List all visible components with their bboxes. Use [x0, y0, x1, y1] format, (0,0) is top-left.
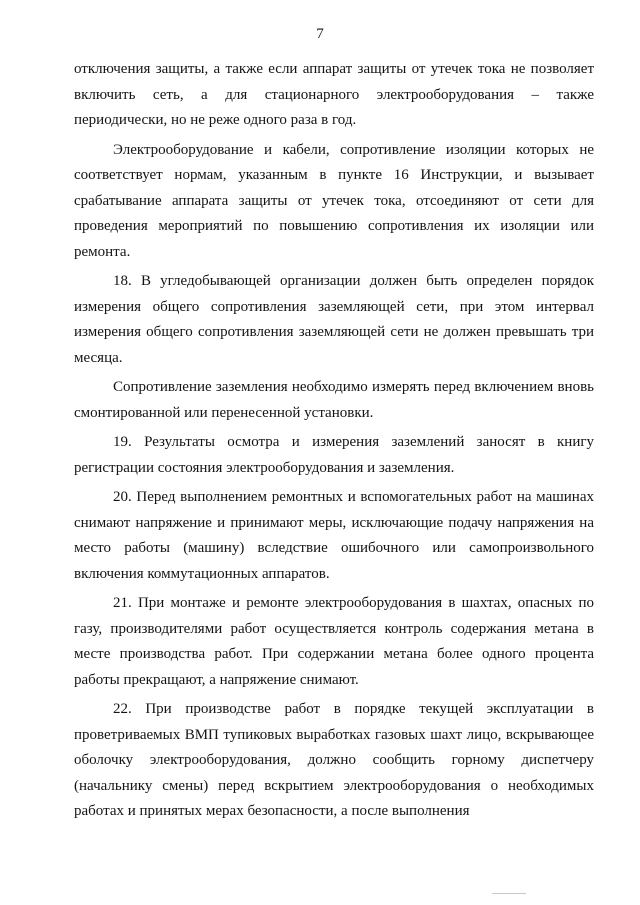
- paragraph-item-20: 20. Перед выполнением ремонтных и вспомогательных работ на машинах снимают напряжение и принимают меры, исключающие подачу напряжения на место работы (машину) вследствие ошибочного или самопроизвольного включения коммутационных аппаратов.: [74, 489, 594, 582]
- paragraph-item-22: 22. При производстве работ в порядке текущей эксплуатации в проветриваемых ВМП тупиковых выработках газовых шахт лицо, вскрывающее оболочку электрооборудования, должно сообщить горному диспетчеру (начальнику смены) перед вскрытием электрооборудования о необходимых работах и принятых мерах безопасности, а после выполнения: [74, 701, 594, 819]
- paragraph-item-21: 21. При монтаже и ремонте электрооборудования в шахтах, опасных по газу, производителями работ осуществляется контроль содержания метана в месте производства работ. При содержании метана более одного процента работы прекращают, а напряжение снимают.: [74, 595, 594, 688]
- page-number: 7: [316, 26, 324, 42]
- paragraph-item-19: 19. Результаты осмотра и измерения заземлений заносят в книгу регистрации состояния электрооборудования и заземления.: [74, 434, 594, 476]
- paragraph-continuation: отключения защиты, а также если аппарат защиты от утечек тока не позволяет включить сеть, а для стационарного электрооборудования – также периодически, но не реже одного раза в год.: [74, 61, 594, 128]
- paragraph-grounding-resistance: Сопротивление заземления необходимо измерять перед включением вновь смонтированной или перенесенной установки.: [74, 379, 594, 421]
- paragraph-insulation: Электрооборудование и кабели, сопротивление изоляции которых не соответствует нормам, указанным в пункте 16 Инструкции, и вызывает срабатывание аппарата защиты от утечек тока, отсоединяют от сети для проведения мероприятий по повышению сопротивления их изоляции или ремонта.: [74, 141, 594, 260]
- document-body: [74, 57, 594, 829]
- scan-artifact-line: [492, 893, 526, 894]
- paragraph-item-18: 18. В угледобывающей организации должен быть определен порядок измерения общего сопротивления заземляющей сети, при этом интервал измерения общего сопротивления заземляющей сети не должен превышать три месяца.: [74, 273, 594, 366]
